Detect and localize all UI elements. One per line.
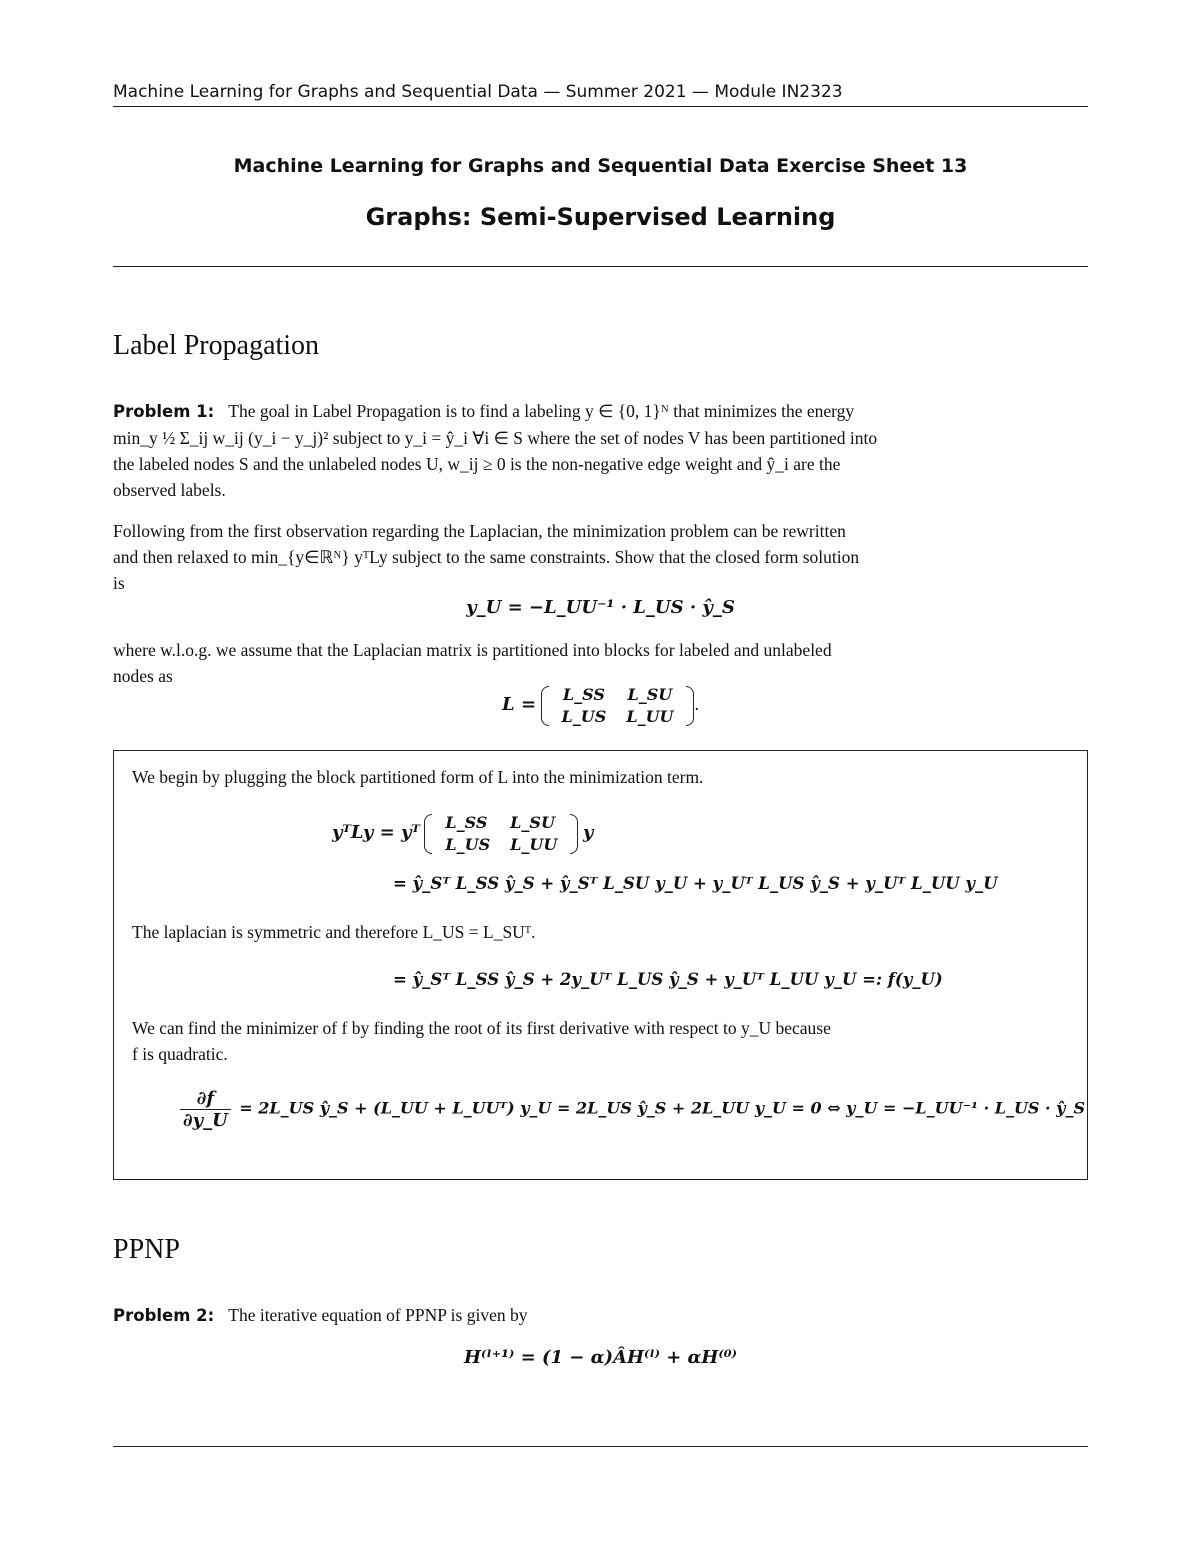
derivative-equation (176, 1088, 1085, 1131)
minimizer-line-1: We can find the minimizer of f by finding the root of its first derivative with respect to y_U because (132, 1018, 831, 1038)
sheet-title: Machine Learning for Graphs and Sequential Data Exercise Sheet 13 (233, 155, 968, 177)
matrix-cell: L_SU (510, 813, 555, 832)
follow-line-3: is (113, 573, 125, 593)
problem-1-text-line-2: min_y ½ Σ_ij w_ij (y_i − y_j)² subject to y_i = ŷ_i ∀i ∈ S where the set of nodes V has been partitioned into (113, 428, 878, 448)
closed-form-equation: y_U = −L_UU⁻¹ · L_US · ŷ_S (466, 597, 735, 618)
header-rule (113, 106, 1088, 107)
problem-2-text: The iterative equation of PPNP is given by (228, 1305, 528, 1325)
problem-2-label: Problem 2: (113, 1306, 215, 1325)
matrix-lhs: L = (502, 694, 537, 716)
derivative-denominator: ∂y_U (183, 1110, 228, 1131)
derivative-rhs: = 2L_US ŷ_S + (L_UU + L_UUᵀ) y_U = 2L_US ŷ_S + 2L_UU y_U = 0 ⇔ y_U = −L_UU⁻¹ · L_US · ŷ_S (239, 1098, 1086, 1118)
problem-1-text-line-1: The goal in Label Propagation is to find a labeling y ∈ {0, 1}ᴺ that minimizes the energy (228, 401, 855, 421)
where-line-2: nodes as (113, 666, 173, 686)
section-heading-label-propagation: Label Propagation (113, 330, 320, 361)
derivative-fraction (180, 1088, 231, 1131)
matrix-cell: L_SU (627, 685, 673, 704)
solution-intro: We begin by plugging the block partitioned form of L into the minimization term. (132, 767, 704, 787)
problem-1-text-line-4: observed labels. (113, 480, 226, 500)
problem-1-statement (113, 398, 1088, 426)
matrix-cell: L_SS (562, 685, 605, 704)
follow-line-2: and then relaxed to min_{y∈ℝᴺ} yᵀLy subject to the same constraints. Show that the closed form solution (113, 547, 860, 567)
ppnp-equation: H⁽ˡ⁺¹⁾ = (1 − α)ÂH⁽ˡ⁾ + αH⁽⁰⁾ (463, 1347, 738, 1368)
eq1-lhs: yᵀLy = yᵀ (332, 822, 420, 844)
solution-equation-3: = ŷ_Sᵀ L_SS ŷ_S + 2y_Uᵀ L_US ŷ_S + y_Uᵀ L_UU y_U =: f(y_U) (393, 970, 943, 989)
follow-line-1: Following from the first observation regarding the Laplacian, the minimization problem can be rewritten (113, 521, 846, 541)
sheet-subtitle: Graphs: Semi-Supervised Learning (365, 203, 836, 231)
problem-1-label: Problem 1: (113, 402, 215, 421)
matrix-period: . (694, 694, 699, 715)
laplacian-block-matrix (113, 684, 1088, 728)
running-header: Machine Learning for Graphs and Sequential Data — Summer 2021 — Module IN2323 (113, 82, 843, 102)
eq1-matrix (424, 812, 578, 856)
block-matrix (541, 684, 695, 728)
minimizer-line-2: f is quadratic. (132, 1044, 228, 1064)
title-rule (113, 266, 1088, 267)
solution-equation-1 (332, 812, 593, 856)
problem-1-text-line-3: the labeled nodes S and the unlabeled nodes U, w_ij ≥ 0 is the non-negative edge weight and ŷ_i are the (113, 454, 841, 474)
derivative-numerator: ∂f (180, 1088, 231, 1110)
symmetric-note: The laplacian is symmetric and therefore L_US = L_SUᵀ. (132, 922, 536, 942)
eq1-rhs: y (582, 822, 594, 844)
matrix-cell: L_US (561, 707, 607, 726)
solution-equation-2: = ŷ_Sᵀ L_SS ŷ_S + ŷ_Sᵀ L_SU y_U + y_Uᵀ L_US ŷ_S + y_Uᵀ L_UU y_U (393, 874, 998, 893)
matrix-cell: L_SS (445, 813, 488, 832)
matrix-cell: L_UU (626, 707, 674, 726)
footer-rule (113, 1446, 1088, 1447)
matrix-cell: L_US (445, 835, 491, 854)
section-heading-ppnp: PPNP (113, 1234, 180, 1265)
where-line-1: where w.l.o.g. we assume that the Laplacian matrix is partitioned into blocks for labeled and unlabeled (113, 640, 832, 660)
matrix-cell: L_UU (510, 835, 558, 854)
problem-2-statement (113, 1302, 1088, 1330)
